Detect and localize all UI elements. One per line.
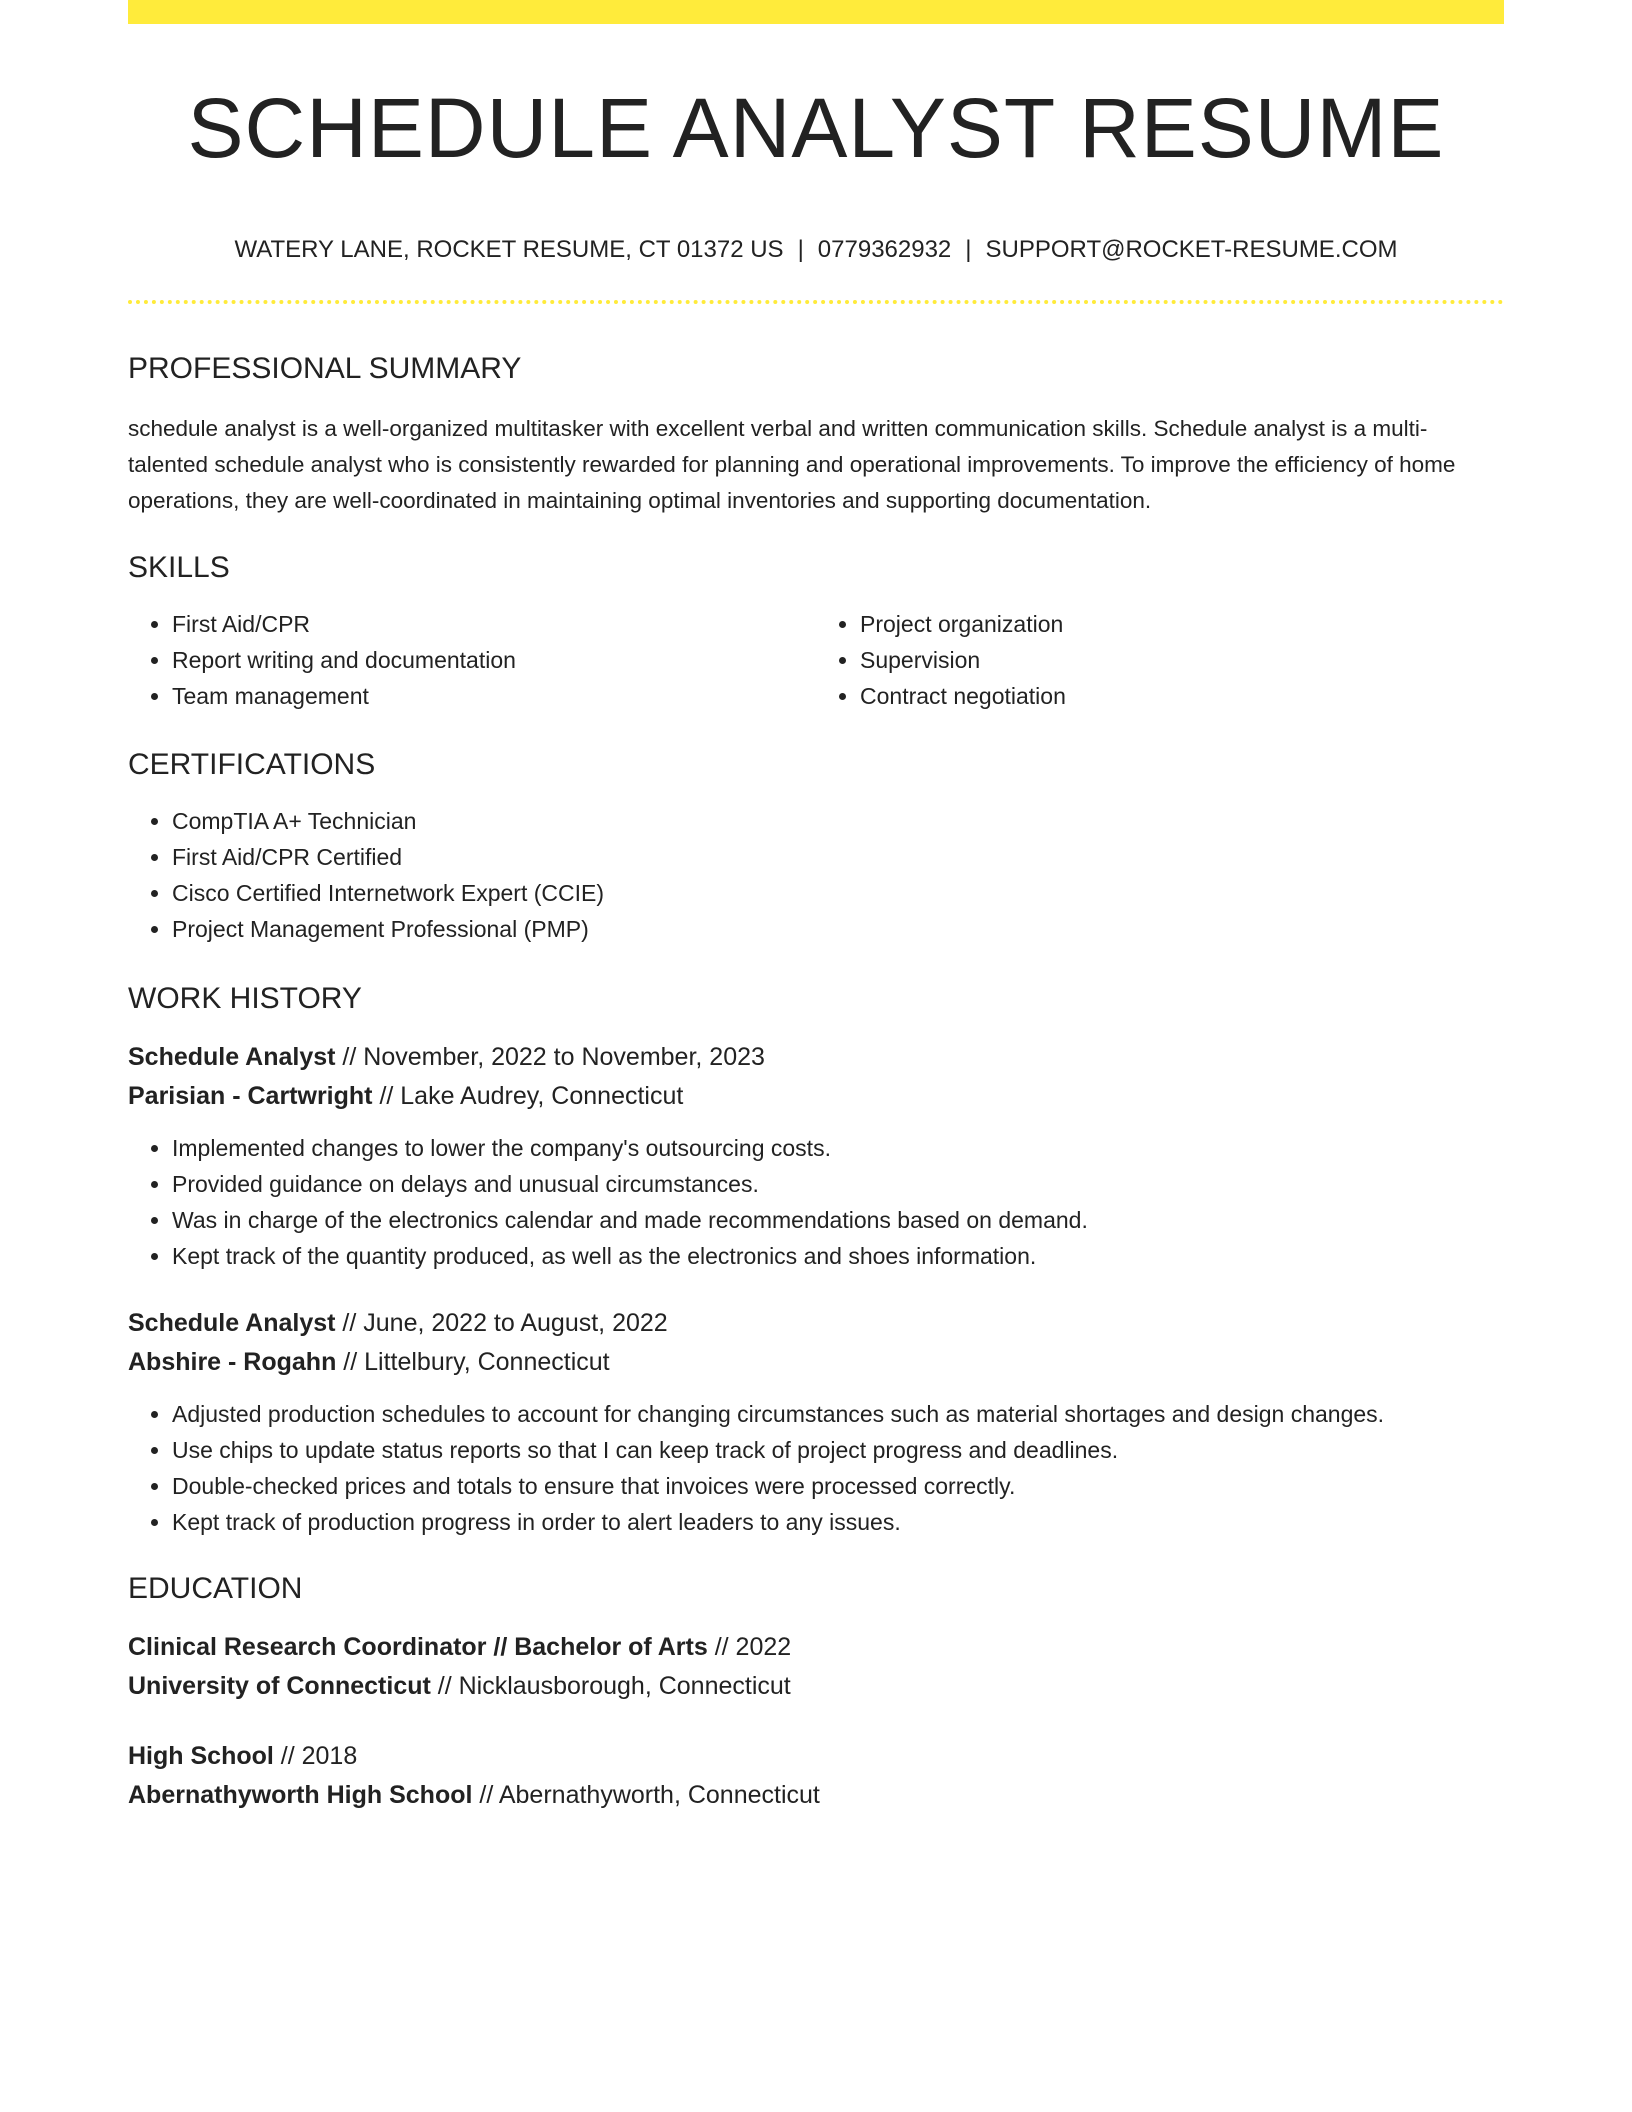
job-company: Abshire - Rogahn [128,1348,337,1376]
education-school: Abernathyworth High School [128,1781,473,1809]
job-company-line [128,1343,1504,1382]
education-year: // 2018 [273,1742,358,1770]
job-location: // Lake Audrey, Connecticut [372,1082,684,1110]
job-role-line [128,1038,1504,1077]
education-entry [128,1628,1504,1706]
skills-column-left [128,606,816,714]
job-dates: // June, 2022 to August, 2022 [335,1309,668,1337]
skill-item: • First Aid/CPR [172,606,816,642]
job-duty: • Implemented changes to lower the company's outsourcing costs. [172,1130,1504,1166]
education-school-line [128,1667,1504,1706]
job-duty: • Double-checked prices and totals to ensure that invoices were processed correctly. [172,1468,1504,1504]
certification-item: • First Aid/CPR Certified [172,839,1504,875]
education-school: University of Connecticut [128,1672,431,1700]
certification-item: • Cisco Certified Internetwork Expert (CCIE) [172,875,1504,911]
education-location: // Nicklausborough, Connecticut [430,1672,791,1700]
resume-title: SCHEDULE ANALYST RESUME [187,81,1445,175]
dotted-divider [128,300,1504,304]
skill-item: • Report writing and documentation [172,642,816,678]
skill-item: • Team management [172,678,816,714]
job-duty: • Kept track of production progress in order to alert leaders to any issues. [172,1504,1504,1540]
job-duty: • Use chips to update status reports so that I can keep track of project progress and deadlines. [172,1432,1504,1468]
skill-item: • Project organization [860,606,1504,642]
job-duty: • Adjusted production schedules to account for changing circumstances such as material shortages and design changes. [172,1396,1504,1432]
contact-line [128,238,1504,262]
job-role: Schedule Analyst [128,1309,336,1337]
job-company: Parisian - Cartwright [128,1082,373,1110]
job-duties-list [128,1130,1504,1274]
certifications-list [128,803,1504,947]
education-heading: EDUCATION [128,1572,303,1605]
job-role: Schedule Analyst [128,1043,336,1071]
job-dates: // November, 2022 to November, 2023 [335,1043,765,1071]
contact-separator: | [797,236,804,263]
contact-separator: | [965,236,972,263]
job-duty: • Was in charge of the electronics calendar and made recommendations based on demand. [172,1202,1504,1238]
education-degree: High School [128,1742,274,1770]
education-degree-line [128,1737,1504,1776]
education-school-line [128,1776,1504,1815]
skills-column-right [816,606,1504,714]
job-duty: • Kept track of the quantity produced, as well as the electronics and shoes information. [172,1238,1504,1274]
job-duties-list [128,1396,1504,1540]
education-year: // 2022 [707,1633,792,1661]
job-entry [128,1038,1504,1274]
contact-address: WATERY LANE, ROCKET RESUME, CT 01372 US [234,236,784,263]
contact-phone: 0779362932 [817,236,952,263]
education-location: // Abernathyworth, Connecticut [472,1781,820,1809]
education-degree: Clinical Research Coordinator // Bachelor of Arts [128,1633,708,1661]
job-entry [128,1304,1504,1540]
summary-text: schedule analyst is a well-organized multitasker with excellent verbal and written communication skills. Schedule analyst is a multi-talented schedule analyst who is consistently rewarded for planning and operational improvements. To improve the efficiency of home operations, they are well-coordinated in maintaining optimal inventories and supporting documentation. [128,416,1456,513]
certification-item: • CompTIA A+ Technician [172,803,1504,839]
education-degree-line [128,1628,1504,1667]
skill-item: • Contract negotiation [860,678,1504,714]
certification-item: • Project Management Professional (PMP) [172,911,1504,947]
job-duty: • Provided guidance on delays and unusual circumstances. [172,1166,1504,1202]
contact-email: SUPPORT@ROCKET-RESUME.COM [985,236,1398,263]
skills-heading: SKILLS [128,551,230,584]
skill-item: • Supervision [860,642,1504,678]
job-company-line [128,1077,1504,1116]
job-role-line [128,1304,1504,1343]
resume-page [128,0,1504,1815]
accent-bar [128,0,1504,24]
summary-heading: PROFESSIONAL SUMMARY [128,352,522,385]
education-entry [128,1737,1504,1815]
job-location: // Littelbury, Connecticut [336,1348,610,1376]
certifications-heading: CERTIFICATIONS [128,748,376,781]
skills-list [128,606,1504,714]
work-history-heading: WORK HISTORY [128,982,362,1015]
